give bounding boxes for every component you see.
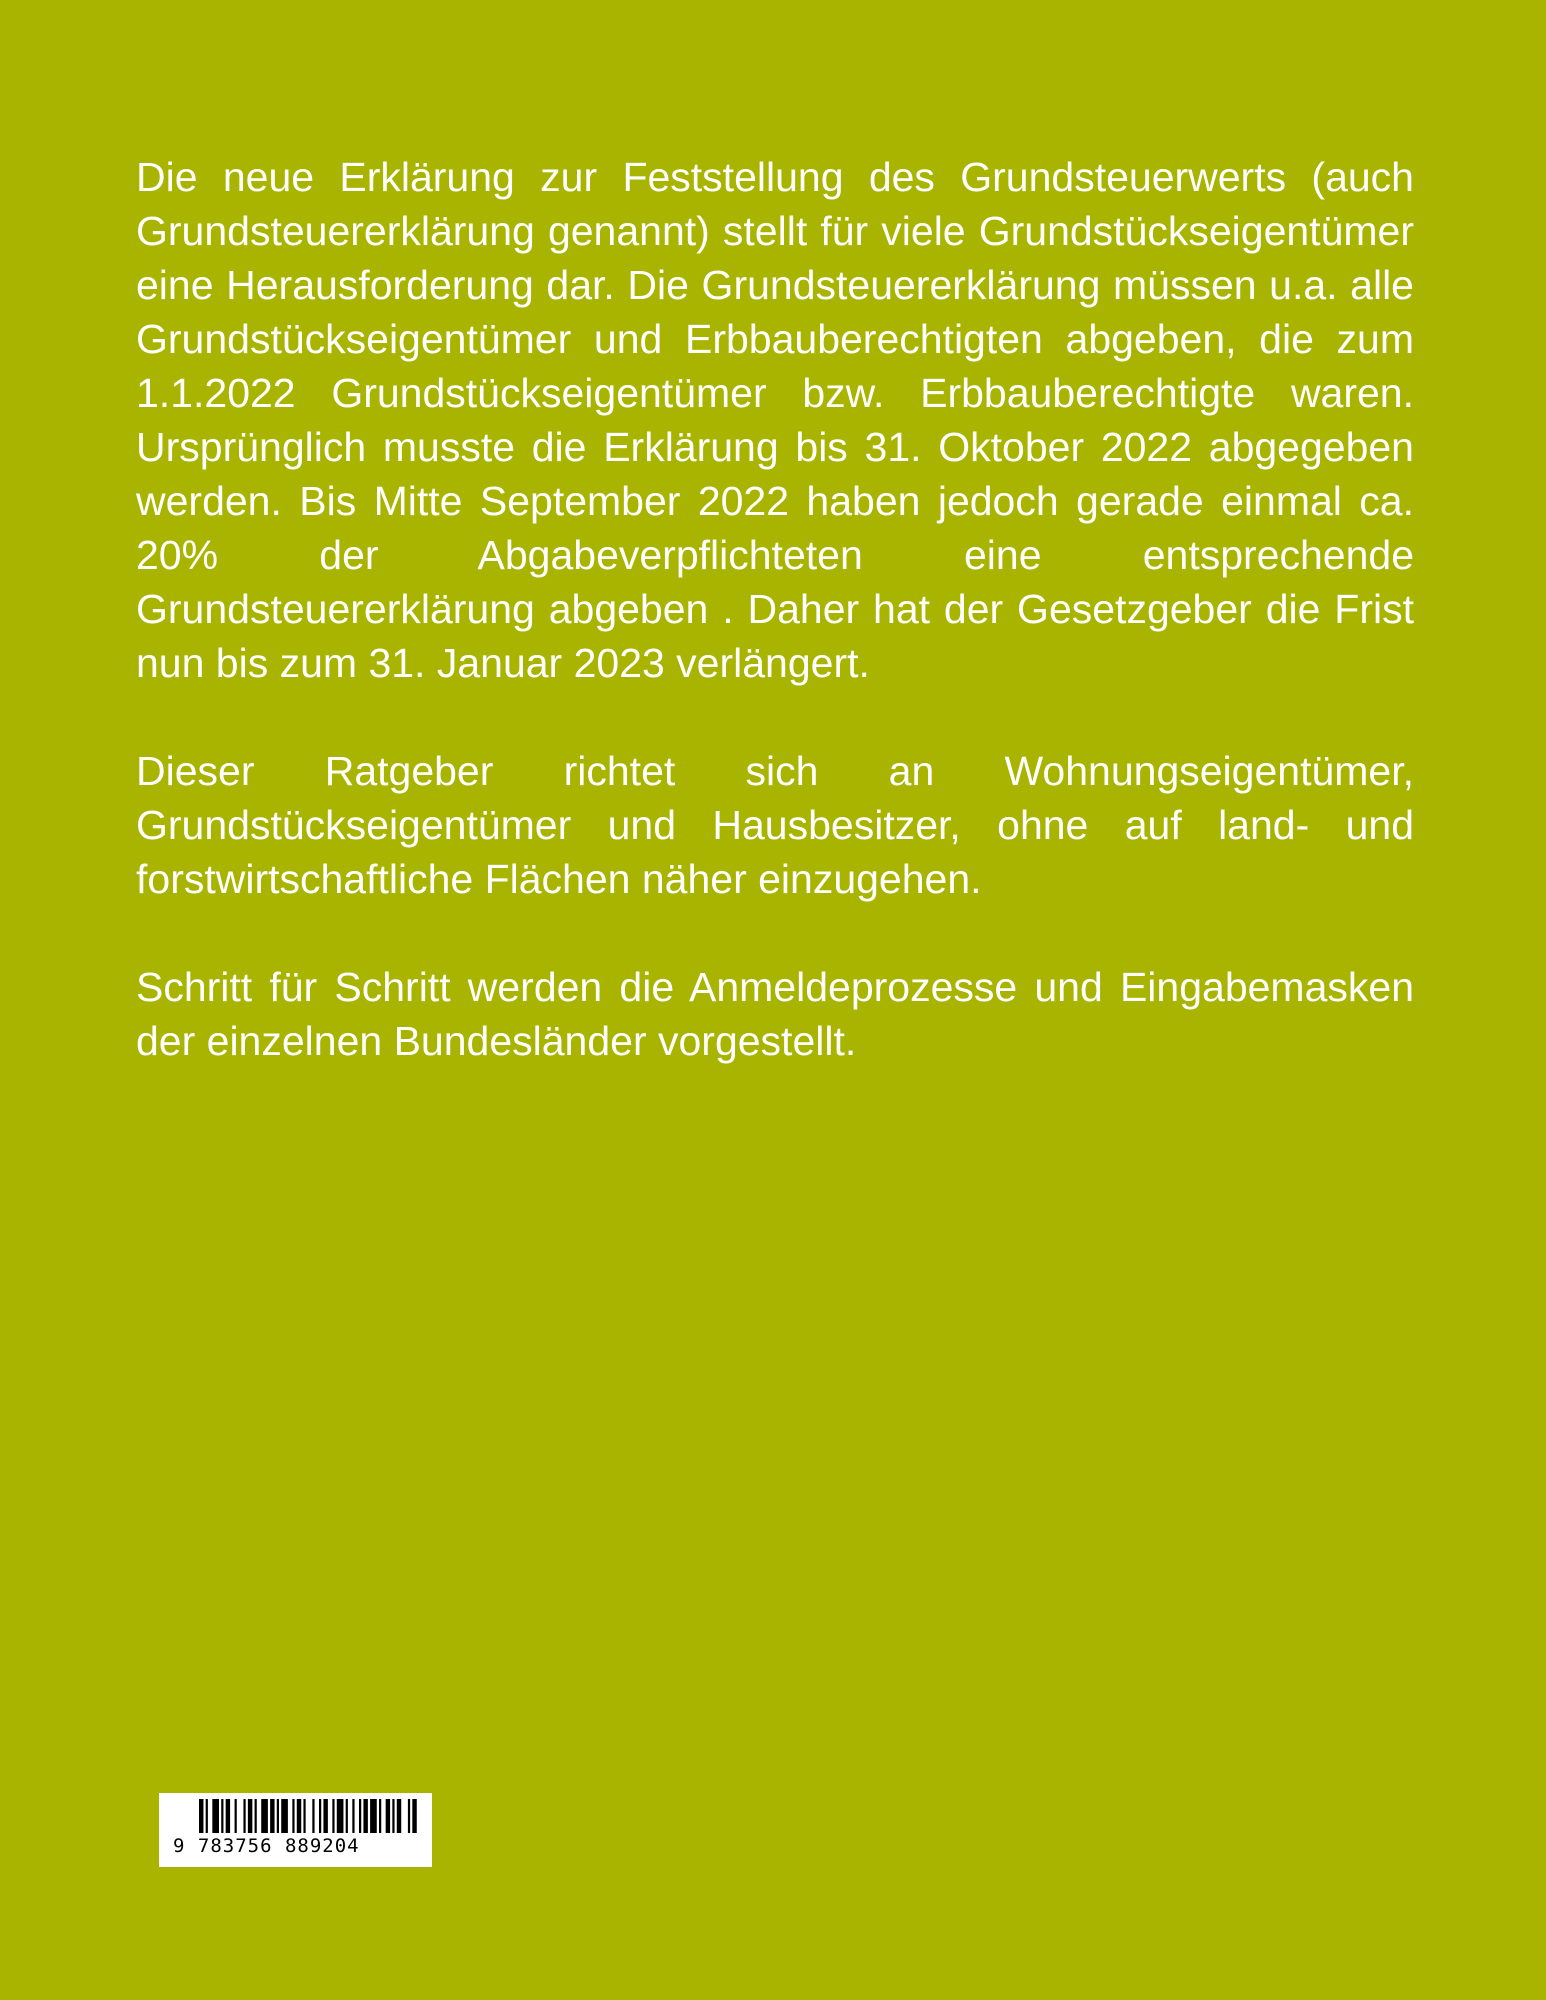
blurb-text	[136, 150, 1414, 1068]
blurb-paragraph-1: Die neue Erklärung zur Feststellung des Grundsteuerwerts (auch Grundsteuererklärung genannt) stellt für viele Grundstückseigentümer eine Herausforderung dar. Die Grundsteuererklärung müssen u.a. alle Grundstückseigentümer und Erbbauberechtigten abgeben, die zum 1.1.2022 Grundstückseigentümer bzw. Erbbauberechtigte waren. Ursprünglich musste die Erklärung bis 31. Oktober 2022 abgegeben werden. Bis Mitte September 2022 haben jedoch gerade einmal ca. 20% der Abgabeverpflichteten eine entsprechende Grundsteuererklärung abgeben . Daher hat der Gesetzgeber die Frist nun bis zum 31. Januar 2023 verlängert.	[136, 154, 1414, 686]
barcode-bars-graphic	[199, 1799, 419, 1833]
blurb-paragraph-2: Dieser Ratgeber richtet sich an Wohnungseigentümer, Grundstückseigentümer und Hausbesitzer, ohne auf land- und forstwirtschaftliche Flächen näher einzugehen.	[136, 748, 1414, 902]
blurb-paragraph-3: Schritt für Schritt werden die Anmeldeprozesse und Eingabemasken der einzelnen Bundesländer vorgestellt.	[136, 964, 1414, 1064]
isbn-barcode	[159, 1793, 432, 1867]
barcode-digits: 9 783756 889204	[173, 1835, 360, 1857]
